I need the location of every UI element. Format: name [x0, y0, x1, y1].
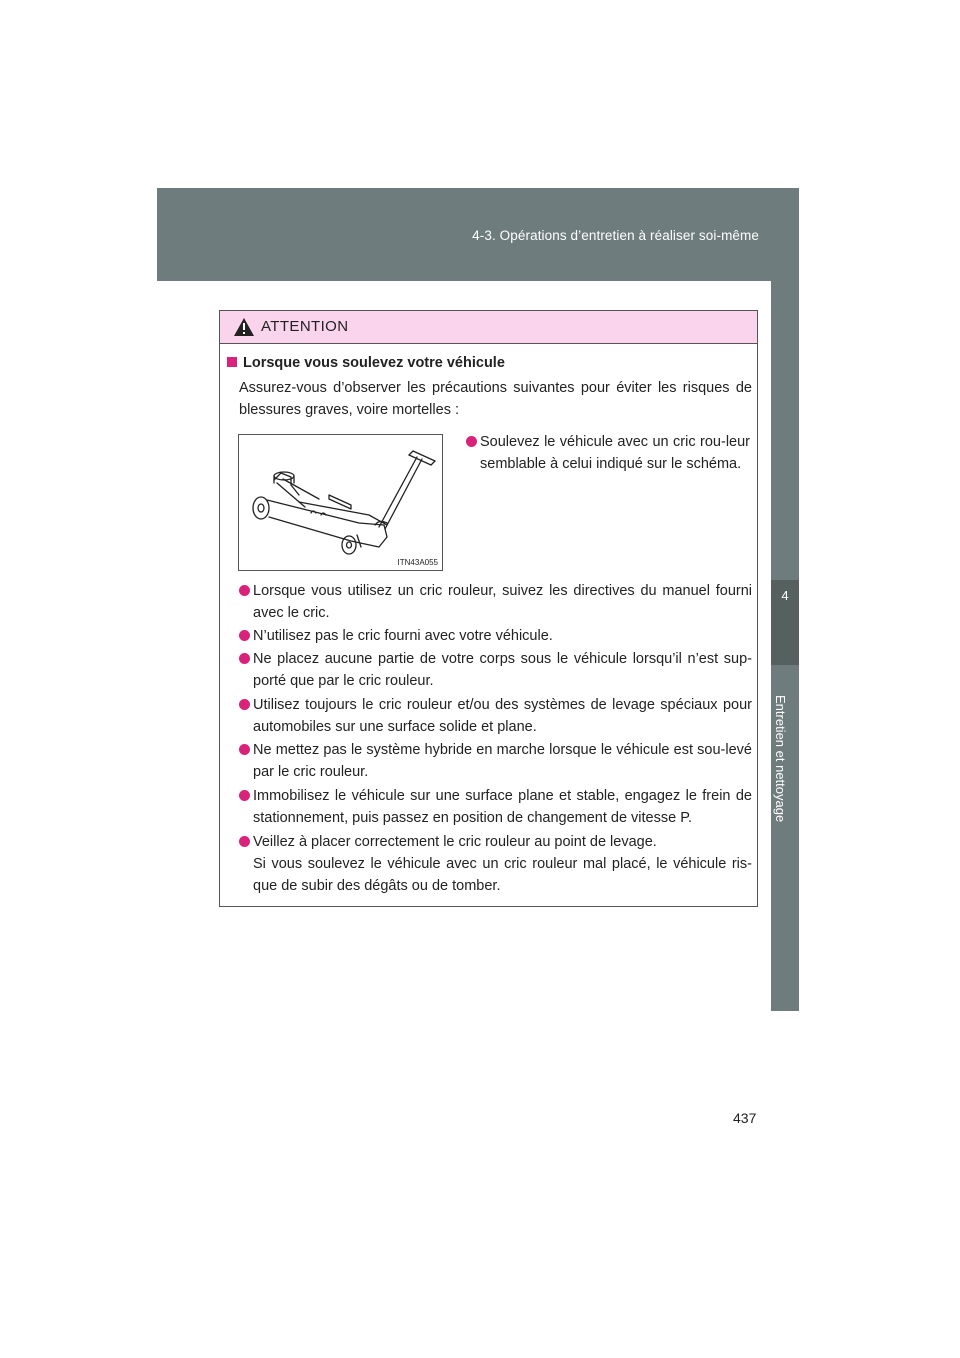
warning-box [219, 310, 758, 907]
list-item: Ne placez aucune partie de votre corps sous le véhicule lorsqu’il n’est sup-porté que par le cric rouleur. [239, 648, 752, 692]
round-bullet-icon [239, 630, 250, 641]
round-bullet-icon [239, 744, 250, 755]
list-item: Soulevez le véhicule avec un cric rou-leur semblable à celui indiqué sur le schéma. [466, 431, 750, 475]
list-item-continuation: Si vous soulevez le véhicule avec un cric rouleur mal placé, le véhicule ris-que de subir des dégâts ou de tomber. [253, 856, 752, 894]
warning-header [220, 311, 757, 344]
list-item: Immobilisez le véhicule sur une surface plane et stable, engagez le frein de stationnement, puis passez en position de changement de vitesse P. [239, 785, 752, 829]
round-bullet-icon [466, 436, 477, 447]
section-title [227, 355, 505, 371]
figure-code: ITN43A055 [397, 558, 438, 567]
list-item: Veillez à placer correctement le cric rouleur au point de levage. Si vous soulevez le véhicule avec un cric rouleur mal placé, le véhicule ris-que de subir des dégâts ou de tomber. [239, 831, 752, 897]
warning-triangle-icon [233, 317, 255, 337]
section-title-text: Lorsque vous soulevez votre véhicule [243, 355, 505, 371]
floor-jack-illustration [239, 435, 442, 570]
list-item: Lorsque vous utilisez un cric rouleur, suivez les directives du manuel fourni avec le cric. [239, 580, 752, 624]
floor-jack-figure [238, 434, 443, 571]
round-bullet-icon [239, 653, 250, 664]
round-bullet-icon [239, 585, 250, 596]
section-header: 4-3. Opérations d’entretien à réaliser soi-même [472, 228, 759, 243]
list-item: Utilisez toujours le cric rouleur et/ou des systèmes de levage spéciaux pour automobiles sur une surface solide et plane. [239, 694, 752, 738]
chapter-number: 4 [781, 588, 789, 603]
round-bullet-icon [239, 699, 250, 710]
warning-title: ATTENTION [261, 318, 349, 335]
page-number: 437 [733, 1110, 757, 1126]
round-bullet-icon [239, 790, 250, 801]
chapter-label: Entretien et nettoyage [773, 695, 788, 823]
intro-paragraph: Assurez-vous d’observer les précautions suivantes pour éviter les risques de blessures graves, voire mortelles : [239, 380, 752, 418]
round-bullet-icon [239, 836, 250, 847]
header-band [157, 188, 799, 281]
square-bullet-icon [227, 357, 237, 367]
list-item: Ne mettez pas le système hybride en marche lorsque le véhicule est sou-levé par le cric rouleur. [239, 739, 752, 783]
list-item: N’utilisez pas le cric fourni avec votre véhicule. [239, 625, 752, 647]
